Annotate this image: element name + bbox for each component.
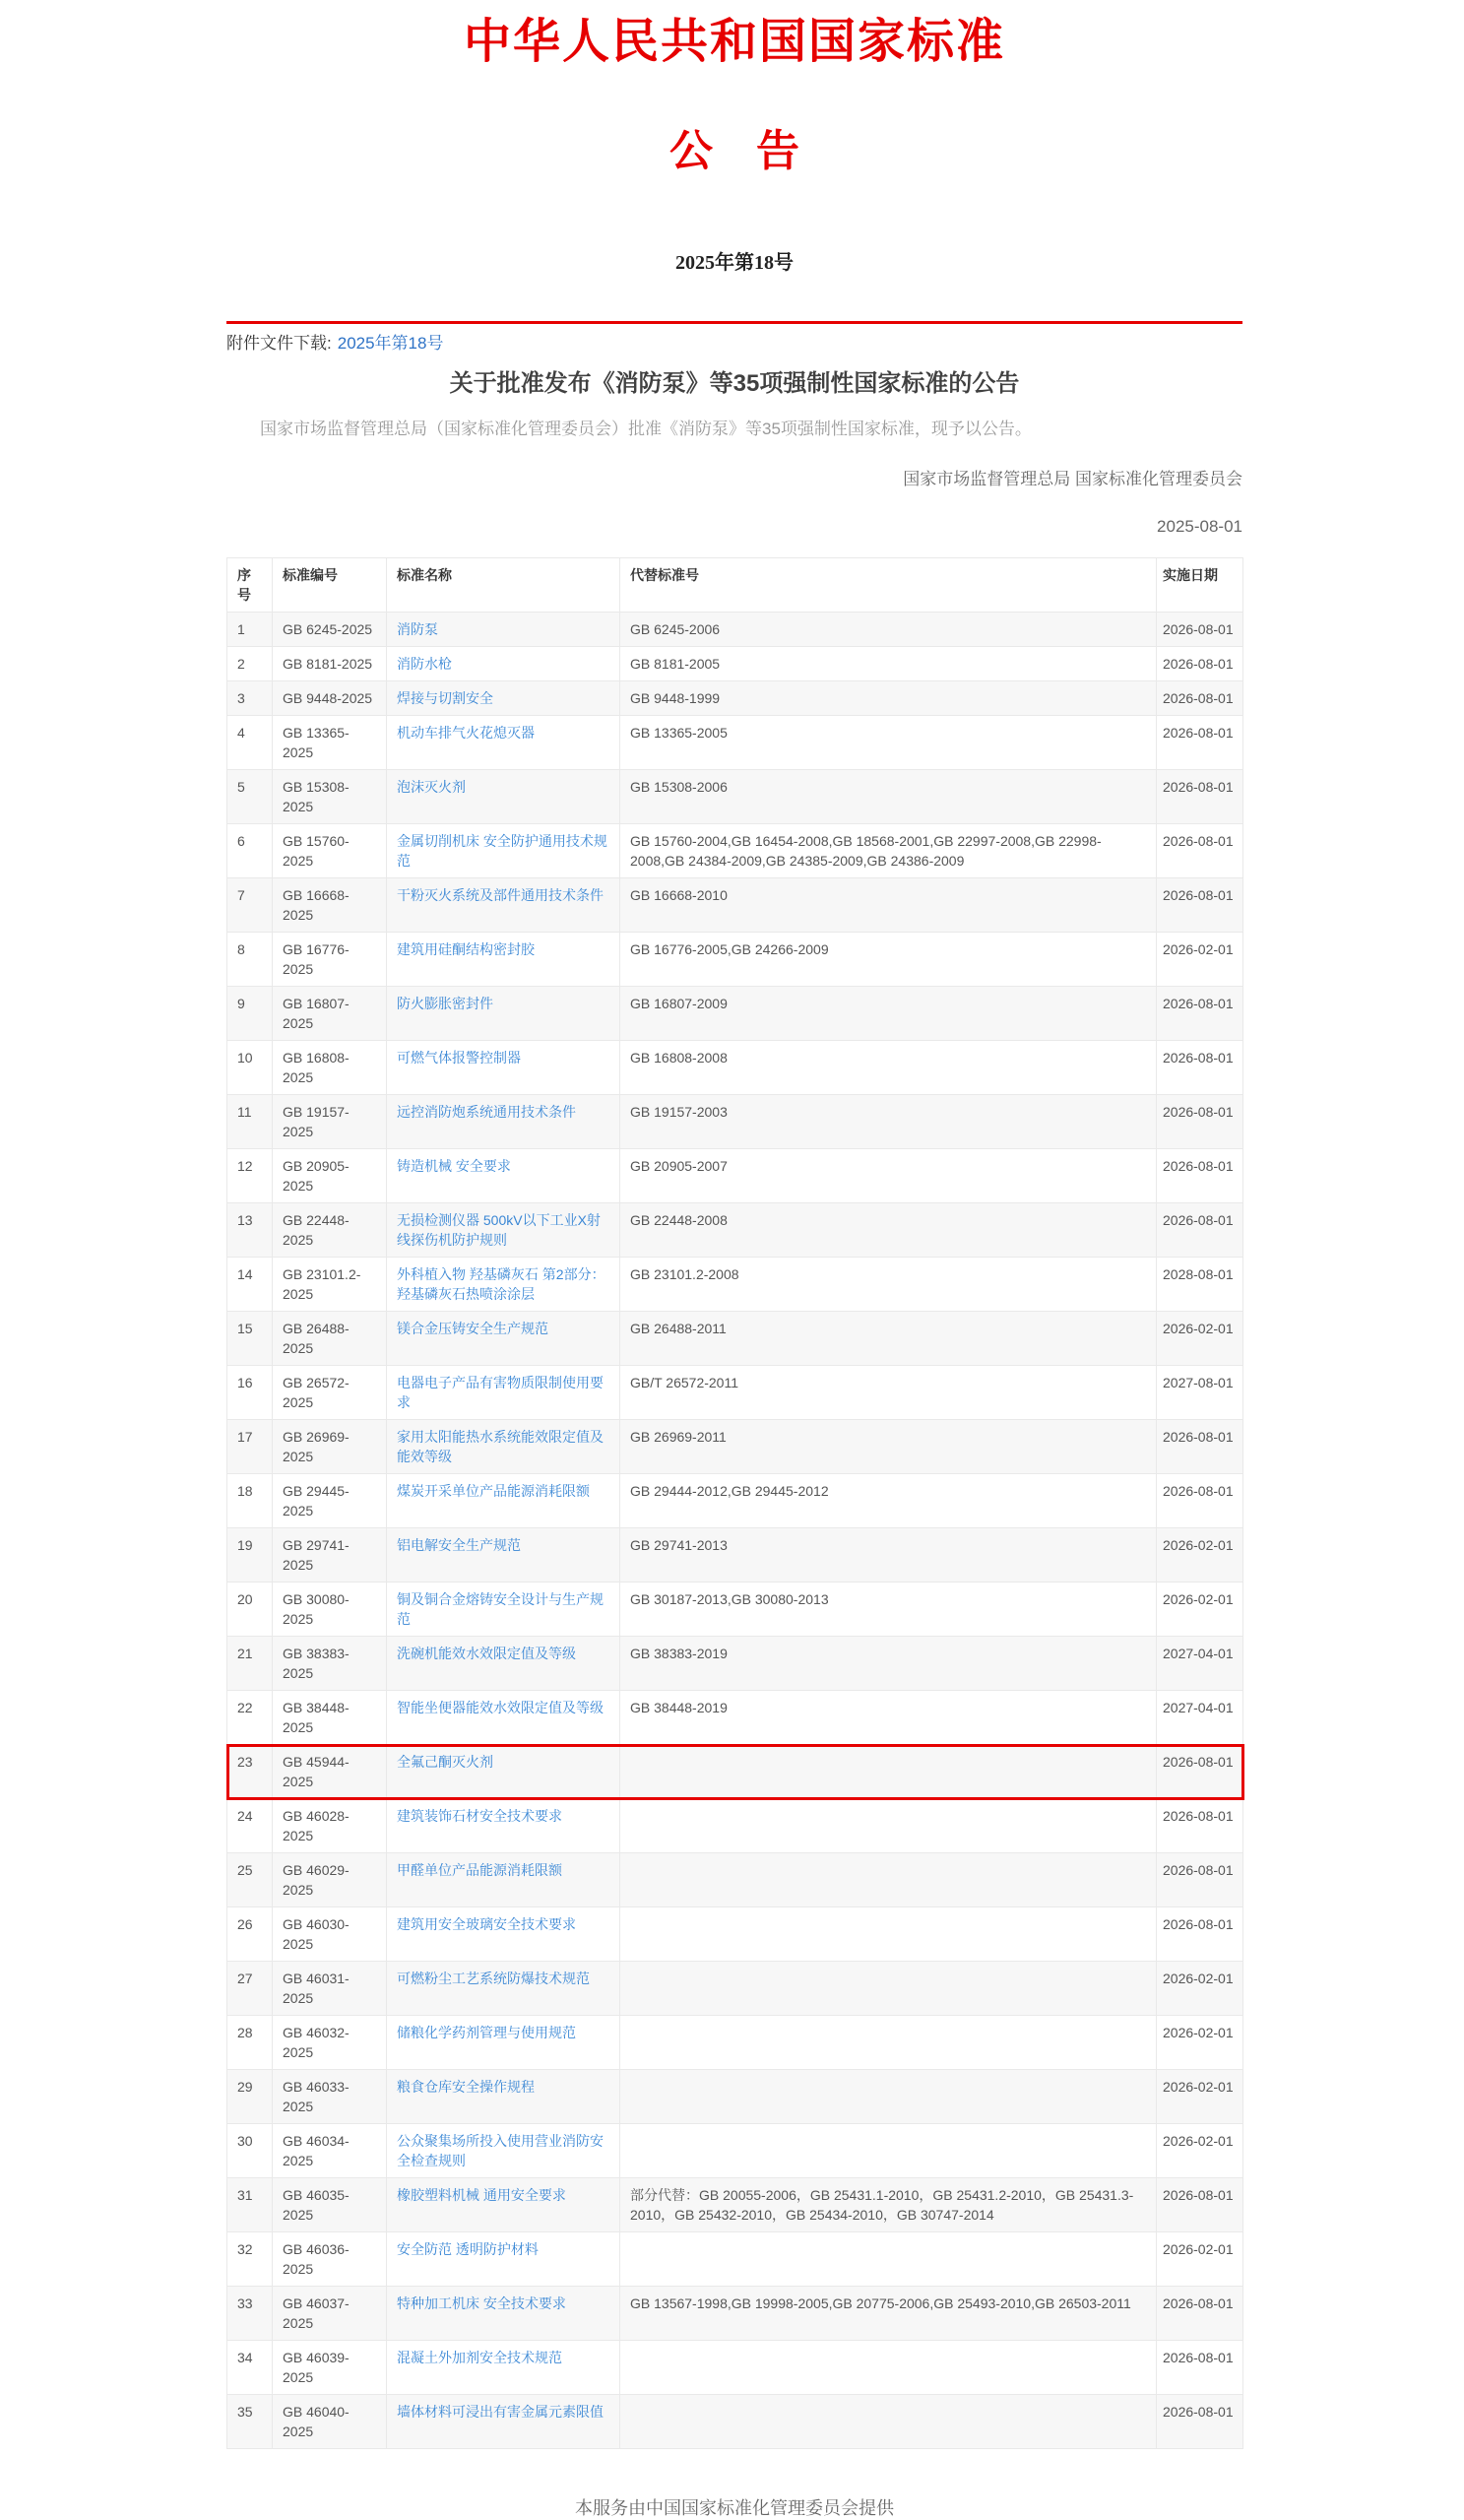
cell-implementation-date: 2027-04-01 xyxy=(1157,1691,1243,1745)
cell-standard-name xyxy=(387,1745,620,1799)
standard-link[interactable]: 焊接与切割安全 xyxy=(397,690,493,707)
table-row xyxy=(227,1962,1243,2016)
table-row xyxy=(227,647,1243,681)
cell-replaced-standards xyxy=(620,2124,1157,2178)
cell-seq-no: 24 xyxy=(227,1799,273,1853)
cell-seq-no: 35 xyxy=(227,2395,273,2449)
cell-standard-code: GB 23101.2-2025 xyxy=(273,1258,387,1312)
cell-standard-code: GB 20905-2025 xyxy=(273,1149,387,1203)
cell-standard-code: GB 46032-2025 xyxy=(273,2016,387,2070)
cell-standard-name xyxy=(387,1583,620,1637)
col-header-name: 标准名称 xyxy=(387,558,620,613)
cell-replaced-standards: GB 6245-2006 xyxy=(620,613,1157,647)
cell-implementation-date: 2026-02-01 xyxy=(1157,1583,1243,1637)
standard-link[interactable]: 安全防范 透明防护材料 xyxy=(397,2241,539,2258)
cell-standard-name xyxy=(387,1691,620,1745)
table-row xyxy=(227,878,1243,933)
cell-replaced-standards xyxy=(620,1962,1157,2016)
standard-link[interactable]: 煤炭开采单位产品能源消耗限额 xyxy=(397,1483,590,1500)
table-row xyxy=(227,2341,1243,2395)
cell-replaced-standards: GB 29444-2012,GB 29445-2012 xyxy=(620,1474,1157,1528)
cell-seq-no: 25 xyxy=(227,1853,273,1907)
standard-link[interactable]: 家用太阳能热水系统能效限定值及能效等级 xyxy=(397,1429,604,1465)
cell-standard-name xyxy=(387,2232,620,2287)
notice-title: 关于批准发布《消防泵》等35项强制性国家标准的公告 xyxy=(449,370,1020,398)
standard-link[interactable]: 全氟己酮灭火剂 xyxy=(397,1754,493,1771)
notice-body: 国家市场监督管理总局（国家标准化管理委员会）批准《消防泵》等35项强制性国家标准，现予以公告。 xyxy=(260,420,1032,439)
cell-standard-code: GB 46040-2025 xyxy=(273,2395,387,2449)
table-header-row xyxy=(227,558,1243,613)
cell-standard-code: GB 16807-2025 xyxy=(273,987,387,1041)
standards-table xyxy=(226,557,1243,2449)
cell-replaced-standards: GB 26488-2011 xyxy=(620,1312,1157,1366)
cell-seq-no: 19 xyxy=(227,1528,273,1583)
cell-replaced-standards: 部分代替：GB 20055-2006，GB 25431.1-2010，GB 25431.2-2010，GB 25431.3-2010，GB 25432-2010，GB 25434-2010，GB 30747-2014 xyxy=(620,2178,1157,2232)
cell-seq-no: 8 xyxy=(227,933,273,987)
cell-seq-no: 7 xyxy=(227,878,273,933)
cell-standard-name xyxy=(387,1962,620,2016)
cell-standard-name xyxy=(387,1312,620,1366)
standard-link[interactable]: 电器电子产品有害物质限制使用要求 xyxy=(397,1375,604,1411)
cell-implementation-date: 2026-08-01 xyxy=(1157,613,1243,647)
cell-replaced-standards: GB 13567-1998,GB 19998-2005,GB 20775-2006,GB 25493-2010,GB 26503-2011 xyxy=(620,2287,1157,2341)
standard-link[interactable]: 防火膨胀密封件 xyxy=(397,996,493,1012)
cell-standard-name xyxy=(387,1528,620,1583)
cell-standard-name xyxy=(387,1799,620,1853)
table-row xyxy=(227,1095,1243,1149)
table-row xyxy=(227,2124,1243,2178)
cell-replaced-standards: GB 16808-2008 xyxy=(620,1041,1157,1095)
cell-replaced-standards: GB/T 26572-2011 xyxy=(620,1366,1157,1420)
standard-link[interactable]: 可燃气体报警控制器 xyxy=(397,1050,521,1066)
standard-link[interactable]: 洗碗机能效水效限定值及等级 xyxy=(397,1646,576,1662)
cell-replaced-standards: GB 16807-2009 xyxy=(620,987,1157,1041)
cell-implementation-date: 2026-08-01 xyxy=(1157,716,1243,770)
cell-replaced-standards xyxy=(620,2341,1157,2395)
attachment-label: 附件文件下载: xyxy=(226,334,332,354)
cell-standard-code: GB 46039-2025 xyxy=(273,2341,387,2395)
cell-standard-name xyxy=(387,1095,620,1149)
cell-standard-name xyxy=(387,2016,620,2070)
standard-link[interactable]: 建筑装饰石材安全技术要求 xyxy=(397,1808,562,1825)
cell-implementation-date: 2026-08-01 xyxy=(1157,878,1243,933)
cell-standard-name xyxy=(387,1366,620,1420)
standard-link[interactable]: 金属切削机床 安全防护通用技术规范 xyxy=(397,833,607,870)
cell-standard-name xyxy=(387,1474,620,1528)
cell-implementation-date: 2026-02-01 xyxy=(1157,1962,1243,2016)
cell-seq-no: 20 xyxy=(227,1583,273,1637)
cell-seq-no: 10 xyxy=(227,1041,273,1095)
table-row xyxy=(227,1799,1243,1853)
cell-standard-code: GB 6245-2025 xyxy=(273,613,387,647)
table-row xyxy=(227,1258,1243,1312)
cell-standard-name xyxy=(387,2395,620,2449)
cell-replaced-standards: GB 15308-2006 xyxy=(620,770,1157,824)
standard-link[interactable]: 机动车排气火花熄灭器 xyxy=(397,725,535,742)
table-row xyxy=(227,987,1243,1041)
cell-implementation-date: 2026-08-01 xyxy=(1157,1907,1243,1962)
cell-implementation-date: 2026-08-01 xyxy=(1157,1745,1243,1799)
cell-replaced-standards xyxy=(620,2395,1157,2449)
table-row xyxy=(227,1420,1243,1474)
cell-seq-no: 34 xyxy=(227,2341,273,2395)
cell-standard-code: GB 26969-2025 xyxy=(273,1420,387,1474)
cell-seq-no: 26 xyxy=(227,1907,273,1962)
table-row xyxy=(227,2016,1243,2070)
cell-standard-code: GB 13365-2025 xyxy=(273,716,387,770)
cell-seq-no: 22 xyxy=(227,1691,273,1745)
cell-implementation-date: 2026-08-01 xyxy=(1157,770,1243,824)
table-row xyxy=(227,2232,1243,2287)
cell-implementation-date: 2026-08-01 xyxy=(1157,1203,1243,1258)
cell-standard-name xyxy=(387,933,620,987)
table-row xyxy=(227,1312,1243,1366)
cell-replaced-standards xyxy=(620,1907,1157,1962)
cell-standard-code: GB 46031-2025 xyxy=(273,1962,387,2016)
cell-replaced-standards: GB 38383-2019 xyxy=(620,1637,1157,1691)
cell-implementation-date: 2027-08-01 xyxy=(1157,1366,1243,1420)
cell-standard-code: GB 45944-2025 xyxy=(273,1745,387,1799)
cell-implementation-date: 2026-08-01 xyxy=(1157,2341,1243,2395)
cell-standard-code: GB 46028-2025 xyxy=(273,1799,387,1853)
cell-replaced-standards: GB 13365-2005 xyxy=(620,716,1157,770)
standards-table-body xyxy=(227,613,1243,2449)
cell-seq-no: 9 xyxy=(227,987,273,1041)
cell-standard-name xyxy=(387,613,620,647)
signature-date: 2025-08-01 xyxy=(1157,517,1242,537)
standard-link[interactable]: 公众聚集场所投入使用营业消防安全检查规则 xyxy=(397,2133,604,2169)
cell-implementation-date: 2026-08-01 xyxy=(1157,1041,1243,1095)
table-row xyxy=(227,2070,1243,2124)
cell-seq-no: 33 xyxy=(227,2287,273,2341)
cell-standard-name xyxy=(387,647,620,681)
standard-link[interactable]: 建筑用硅酮结构密封胶 xyxy=(397,941,535,958)
cell-replaced-standards xyxy=(620,1799,1157,1853)
cell-implementation-date: 2026-08-01 xyxy=(1157,2395,1243,2449)
cell-replaced-standards: GB 9448-1999 xyxy=(620,681,1157,716)
cell-standard-code: GB 19157-2025 xyxy=(273,1095,387,1149)
table-row xyxy=(227,1203,1243,1258)
cell-implementation-date: 2026-08-01 xyxy=(1157,824,1243,878)
cell-seq-no: 27 xyxy=(227,1962,273,2016)
cell-implementation-date: 2026-08-01 xyxy=(1157,1853,1243,1907)
cell-replaced-standards: GB 20905-2007 xyxy=(620,1149,1157,1203)
col-header-no: 序号 xyxy=(227,558,273,613)
table-row xyxy=(227,1691,1243,1745)
issue-number: 2025年第18号 xyxy=(675,252,794,275)
standard-link[interactable]: 铸造机械 安全要求 xyxy=(397,1158,511,1175)
cell-replaced-standards: GB 16776-2005,GB 24266-2009 xyxy=(620,933,1157,987)
cell-standard-code: GB 16808-2025 xyxy=(273,1041,387,1095)
table-row xyxy=(227,1745,1243,1799)
cell-replaced-standards: GB 29741-2013 xyxy=(620,1528,1157,1583)
cell-standard-code: GB 46029-2025 xyxy=(273,1853,387,1907)
cell-standard-code: GB 26488-2025 xyxy=(273,1312,387,1366)
cell-standard-code: GB 15760-2025 xyxy=(273,824,387,878)
table-row xyxy=(227,2287,1243,2341)
cell-implementation-date: 2026-02-01 xyxy=(1157,933,1243,987)
standard-link[interactable]: 泡沫灭火剂 xyxy=(397,779,466,796)
table-row xyxy=(227,770,1243,824)
cell-standard-code: GB 46035-2025 xyxy=(273,2178,387,2232)
standard-link[interactable]: 建筑用安全玻璃安全技术要求 xyxy=(397,1916,576,1933)
cell-implementation-date: 2027-04-01 xyxy=(1157,1637,1243,1691)
col-header-date: 实施日期 xyxy=(1157,558,1243,613)
cell-implementation-date: 2026-08-01 xyxy=(1157,681,1243,716)
cell-replaced-standards: GB 23101.2-2008 xyxy=(620,1258,1157,1312)
table-row xyxy=(227,716,1243,770)
standard-link[interactable]: 可燃粉尘工艺系统防爆技术规范 xyxy=(397,1971,590,1987)
cell-standard-code: GB 38448-2025 xyxy=(273,1691,387,1745)
announcement-subtitle: 公 告 xyxy=(669,126,799,175)
cell-standard-name xyxy=(387,1907,620,1962)
cell-standard-name xyxy=(387,1420,620,1474)
cell-implementation-date: 2026-08-01 xyxy=(1157,1799,1243,1853)
cell-implementation-date: 2026-08-01 xyxy=(1157,2287,1243,2341)
cell-replaced-standards: GB 30187-2013,GB 30080-2013 xyxy=(620,1583,1157,1637)
cell-standard-code: GB 8181-2025 xyxy=(273,647,387,681)
table-row xyxy=(227,613,1243,647)
cell-implementation-date: 2026-02-01 xyxy=(1157,1312,1243,1366)
cell-standard-name xyxy=(387,878,620,933)
cell-implementation-date: 2026-02-01 xyxy=(1157,2016,1243,2070)
cell-seq-no: 16 xyxy=(227,1366,273,1420)
cell-replaced-standards: GB 8181-2005 xyxy=(620,647,1157,681)
cell-standard-name xyxy=(387,681,620,716)
cell-replaced-standards xyxy=(620,2070,1157,2124)
cell-standard-code: GB 46033-2025 xyxy=(273,2070,387,2124)
table-row xyxy=(227,1853,1243,1907)
cell-standard-code: GB 29741-2025 xyxy=(273,1528,387,1583)
standard-link[interactable]: 远控消防炮系统通用技术条件 xyxy=(397,1104,576,1121)
cell-replaced-standards: GB 19157-2003 xyxy=(620,1095,1157,1149)
cell-standard-name xyxy=(387,2124,620,2178)
cell-seq-no: 2 xyxy=(227,647,273,681)
cell-standard-code: GB 22448-2025 xyxy=(273,1203,387,1258)
standard-link[interactable]: 干粉灭火系统及部件通用技术条件 xyxy=(397,887,604,904)
cell-standard-name xyxy=(387,2070,620,2124)
cell-seq-no: 3 xyxy=(227,681,273,716)
cell-standard-code: GB 46036-2025 xyxy=(273,2232,387,2287)
cell-seq-no: 29 xyxy=(227,2070,273,2124)
cell-implementation-date: 2026-08-01 xyxy=(1157,2178,1243,2232)
attachment-link[interactable]: 2025年第18号 xyxy=(337,334,444,354)
cell-implementation-date: 2028-08-01 xyxy=(1157,1258,1243,1312)
cell-seq-no: 5 xyxy=(227,770,273,824)
cell-implementation-date: 2026-02-01 xyxy=(1157,1528,1243,1583)
cell-replaced-standards: GB 38448-2019 xyxy=(620,1691,1157,1745)
cell-standard-code: GB 16776-2025 xyxy=(273,933,387,987)
cell-replaced-standards xyxy=(620,2016,1157,2070)
cell-standard-name xyxy=(387,1258,620,1312)
standard-link[interactable]: 外科植入物 羟基磷灰石 第2部分：羟基磷灰石热喷涂涂层 xyxy=(397,1266,605,1303)
cell-standard-code: GB 46037-2025 xyxy=(273,2287,387,2341)
table-row xyxy=(227,1149,1243,1203)
cell-implementation-date: 2026-02-01 xyxy=(1157,2070,1243,2124)
standard-link[interactable]: 铜及铜合金熔铸安全设计与生产规范 xyxy=(397,1591,604,1628)
signature: 国家市场监督管理总局 国家标准化管理委员会 xyxy=(903,470,1242,489)
cell-standard-name xyxy=(387,770,620,824)
standard-link[interactable]: 橡胶塑料机械 通用安全要求 xyxy=(397,2187,566,2204)
table-row xyxy=(227,824,1243,878)
cell-seq-no: 17 xyxy=(227,1420,273,1474)
cell-standard-code: GB 38383-2025 xyxy=(273,1637,387,1691)
table-row xyxy=(227,933,1243,987)
table-row xyxy=(227,1528,1243,1583)
cell-standard-name xyxy=(387,2178,620,2232)
cell-standard-code: GB 15308-2025 xyxy=(273,770,387,824)
cell-standard-code: GB 16668-2025 xyxy=(273,878,387,933)
table-row xyxy=(227,1637,1243,1691)
red-divider xyxy=(226,321,1242,324)
cell-seq-no: 12 xyxy=(227,1149,273,1203)
table-row xyxy=(227,1583,1243,1637)
table-row xyxy=(227,681,1243,716)
cell-seq-no: 14 xyxy=(227,1258,273,1312)
cell-implementation-date: 2026-08-01 xyxy=(1157,987,1243,1041)
cell-replaced-standards: GB 16668-2010 xyxy=(620,878,1157,933)
cell-implementation-date: 2026-08-01 xyxy=(1157,647,1243,681)
table-row xyxy=(227,1907,1243,1962)
footer-text: 本服务由中国国家标准化管理委员会提供 xyxy=(575,2498,894,2519)
standard-link[interactable]: 铝电解安全生产规范 xyxy=(397,1537,521,1554)
cell-standard-code: GB 30080-2025 xyxy=(273,1583,387,1637)
cell-standard-code: GB 9448-2025 xyxy=(273,681,387,716)
standard-link[interactable]: 智能坐便器能效水效限定值及等级 xyxy=(397,1700,604,1716)
cell-implementation-date: 2026-08-01 xyxy=(1157,1420,1243,1474)
cell-implementation-date: 2026-08-01 xyxy=(1157,1474,1243,1528)
attachment-row xyxy=(226,332,1242,355)
page-title: 中华人民共和国国家标准 xyxy=(463,16,1005,68)
cell-standard-name xyxy=(387,1041,620,1095)
cell-seq-no: 6 xyxy=(227,824,273,878)
cell-replaced-standards xyxy=(620,2232,1157,2287)
cell-replaced-standards: GB 15760-2004,GB 16454-2008,GB 18568-2001,GB 22997-2008,GB 22998-2008,GB 24384-2009,GB 24385-2009,GB 24386-2009 xyxy=(620,824,1157,878)
standard-link[interactable]: 消防泵 xyxy=(397,621,438,638)
cell-seq-no: 1 xyxy=(227,613,273,647)
cell-implementation-date: 2026-08-01 xyxy=(1157,1149,1243,1203)
cell-standard-name xyxy=(387,716,620,770)
cell-standard-code: GB 46034-2025 xyxy=(273,2124,387,2178)
cell-replaced-standards: GB 22448-2008 xyxy=(620,1203,1157,1258)
col-header-replaces: 代替标准号 xyxy=(620,558,1157,613)
cell-standard-code: GB 26572-2025 xyxy=(273,1366,387,1420)
table-row xyxy=(227,2178,1243,2232)
standard-link[interactable]: 墙体材料可浸出有害金属元素限值 xyxy=(397,2404,604,2421)
cell-standard-name xyxy=(387,1637,620,1691)
cell-seq-no: 13 xyxy=(227,1203,273,1258)
cell-replaced-standards xyxy=(620,1853,1157,1907)
cell-replaced-standards: GB 26969-2011 xyxy=(620,1420,1157,1474)
standard-link[interactable]: 储粮化学药剂管理与使用规范 xyxy=(397,2025,576,2041)
cell-standard-name xyxy=(387,1203,620,1258)
cell-standard-code: GB 29445-2025 xyxy=(273,1474,387,1528)
cell-implementation-date: 2026-02-01 xyxy=(1157,2232,1243,2287)
standard-link[interactable]: 特种加工机床 安全技术要求 xyxy=(397,2295,566,2312)
cell-standard-name xyxy=(387,2341,620,2395)
cell-seq-no: 23 xyxy=(227,1745,273,1799)
standard-link[interactable]: 消防水枪 xyxy=(397,656,452,673)
cell-seq-no: 30 xyxy=(227,2124,273,2178)
standard-link[interactable]: 无损检测仪器 500kV以下工业X射线探伤机防护规则 xyxy=(397,1212,601,1249)
cell-standard-name xyxy=(387,987,620,1041)
cell-seq-no: 15 xyxy=(227,1312,273,1366)
table-row xyxy=(227,1474,1243,1528)
cell-seq-no: 31 xyxy=(227,2178,273,2232)
cell-seq-no: 4 xyxy=(227,716,273,770)
cell-seq-no: 18 xyxy=(227,1474,273,1528)
standard-link[interactable]: 甲醛单位产品能源消耗限额 xyxy=(397,1862,562,1879)
cell-standard-name xyxy=(387,824,620,878)
cell-standard-code: GB 46030-2025 xyxy=(273,1907,387,1962)
cell-standard-name xyxy=(387,1853,620,1907)
cell-implementation-date: 2026-08-01 xyxy=(1157,1095,1243,1149)
col-header-code: 标准编号 xyxy=(273,558,387,613)
table-row xyxy=(227,2395,1243,2449)
cell-implementation-date: 2026-02-01 xyxy=(1157,2124,1243,2178)
page-content xyxy=(226,0,1242,2520)
cell-standard-name xyxy=(387,2287,620,2341)
cell-seq-no: 11 xyxy=(227,1095,273,1149)
table-row xyxy=(227,1366,1243,1420)
cell-seq-no: 21 xyxy=(227,1637,273,1691)
cell-replaced-standards xyxy=(620,1745,1157,1799)
standard-link[interactable]: 混凝土外加剂安全技术规范 xyxy=(397,2350,562,2366)
cell-seq-no: 32 xyxy=(227,2232,273,2287)
cell-standard-name xyxy=(387,1149,620,1203)
table-row xyxy=(227,1041,1243,1095)
standard-link[interactable]: 粮食仓库安全操作规程 xyxy=(397,2079,535,2096)
standard-link[interactable]: 镁合金压铸安全生产规范 xyxy=(397,1321,548,1337)
cell-seq-no: 28 xyxy=(227,2016,273,2070)
